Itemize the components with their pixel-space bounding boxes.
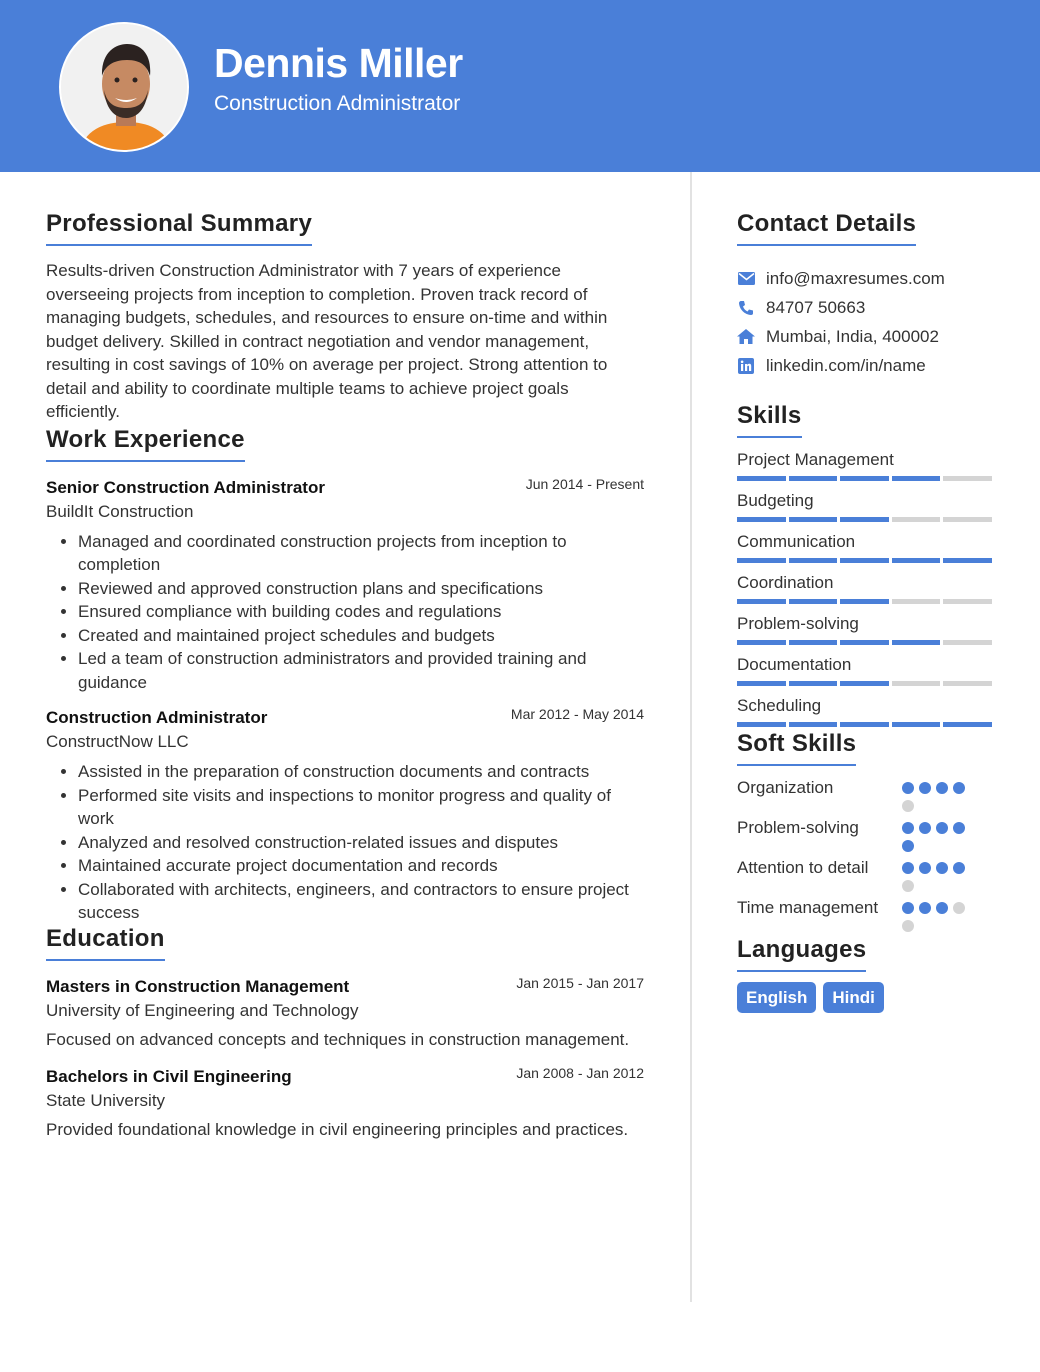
experience-section: [46, 426, 646, 462]
skill-level-bar: [737, 681, 997, 686]
degree-title: Bachelors in Civil Engineering: [46, 1067, 292, 1086]
contact-item[interactable]: [737, 322, 997, 351]
right-column: [737, 210, 997, 1013]
skill-item: [737, 571, 997, 604]
rating-dot: [936, 782, 948, 794]
education-list: [46, 975, 646, 1142]
job-bullet: • Collaborated with architects, engineers, and contractors to ensure project success: [78, 878, 646, 925]
soft-skill-item: [737, 896, 997, 932]
soft-skills-heading: Soft Skills: [737, 730, 856, 766]
job-bullet: • Led a team of construction administrators and provided training and guidance: [78, 647, 646, 694]
contact-item[interactable]: [737, 264, 997, 293]
job-bullet: • Managed and coordinated construction projects from inception to completion: [78, 530, 646, 577]
soft-skill-name: Time management: [737, 898, 879, 917]
job-bullet: • Maintained accurate project documentation and records: [78, 854, 646, 878]
job-bullet: • Performed site visits and inspections to monitor progress and quality of work: [78, 784, 646, 831]
skill-level-bar: [737, 640, 997, 645]
rating-dot: [936, 902, 948, 914]
skill-level-segment: [840, 476, 889, 481]
rating-dot: [902, 880, 914, 892]
skill-level-segment: [737, 476, 786, 481]
rating-dot: [902, 822, 914, 834]
contact-list: [737, 264, 997, 380]
job-bullets: [78, 760, 646, 925]
job-bullet: • Assisted in the preparation of construction documents and contracts: [78, 760, 646, 784]
left-column: [46, 210, 646, 1156]
skill-level-segment: [943, 681, 992, 686]
contact-text: 84707 50663: [766, 297, 866, 317]
skill-level-bar: [737, 722, 997, 727]
languages-heading: Languages: [737, 936, 866, 972]
linkedin-icon: [737, 357, 755, 375]
skill-level-segment: [737, 640, 786, 645]
skill-name: Documentation: [737, 655, 852, 674]
education-entry: [46, 975, 646, 1052]
soft-skill-rating: [902, 856, 977, 892]
job-bullet: • Ensured compliance with building codes and regulations: [78, 600, 646, 624]
contact-heading: Contact Details: [737, 210, 916, 246]
skill-item: [737, 530, 997, 563]
header-banner: [0, 0, 1040, 172]
languages-section: [737, 936, 997, 972]
job-entry: [46, 706, 646, 925]
degree-title: Masters in Construction Management: [46, 976, 350, 996]
skill-level-segment: [892, 476, 941, 481]
skill-level-segment: [892, 558, 941, 563]
skill-level-segment: [840, 722, 889, 727]
job-bullet: • Created and maintained project schedules and budgets: [78, 624, 646, 648]
skill-level-segment: [943, 722, 992, 727]
skills-heading: Skills: [737, 402, 802, 438]
rating-dot: [953, 862, 965, 874]
candidate-name: Dennis Miller: [214, 40, 463, 86]
skill-level-segment: [892, 722, 941, 727]
rating-dot: [902, 840, 914, 852]
rating-dot: [902, 902, 914, 914]
skill-level-segment: [892, 640, 941, 645]
rating-dot: [919, 782, 931, 794]
school-name: State University: [46, 1091, 166, 1110]
skill-level-segment: [789, 558, 838, 563]
soft-skill-name: Organization: [737, 778, 834, 797]
rating-dot: [936, 822, 948, 834]
skill-level-segment: [840, 640, 889, 645]
skill-name: Problem-solving: [737, 614, 859, 633]
column-divider: [690, 172, 692, 1302]
skill-level-segment: [943, 640, 992, 645]
job-title: Senior Construction Administrator: [46, 477, 325, 497]
job-bullet: • Reviewed and approved construction plans and specifications: [78, 577, 646, 601]
skill-level-segment: [737, 681, 786, 686]
language-badge: Hindi: [823, 982, 884, 1013]
soft-skill-item: [737, 816, 997, 852]
education-section: [46, 925, 646, 961]
skill-name: Communication: [737, 532, 856, 551]
education-heading: Education: [46, 925, 165, 961]
skill-level-segment: [840, 681, 889, 686]
skill-name: Budgeting: [737, 491, 814, 510]
soft-skill-name: Attention to detail: [737, 858, 869, 877]
contact-text: linkedin.com/in/name: [766, 355, 926, 375]
contact-item[interactable]: [737, 351, 997, 380]
skill-level-segment: [840, 517, 889, 522]
profile-photo: [61, 24, 189, 152]
rating-dot: [919, 862, 931, 874]
summary-text: Results-driven Construction Administrator with 7 years of experience overseeing projects from inception to completion. Proven track record of managing budgets, schedules, and resources to ensure on-time and within budget delivery. Skilled in contract negotiation and vendor management, resulting in cost savings of 10% on average per project. Strong attention to detail and ability to coordinate multiple teams to achieve project goals efficiently.: [46, 261, 608, 421]
soft-skill-rating: [902, 816, 977, 852]
home-icon: [737, 328, 755, 346]
skill-level-segment: [789, 476, 838, 481]
skill-name: Project Management: [737, 450, 894, 469]
skill-item: [737, 489, 997, 522]
soft-skill-rating: [902, 776, 977, 812]
rating-dot: [902, 800, 914, 812]
skill-level-segment: [737, 722, 786, 727]
avatar: [59, 22, 189, 152]
skill-level-segment: [737, 599, 786, 604]
job-bullet: • Analyzed and resolved construction-related issues and disputes: [78, 831, 646, 855]
rating-dot: [936, 862, 948, 874]
skill-level-segment: [892, 599, 941, 604]
experience-heading: Work Experience: [46, 426, 245, 462]
language-badge: English: [737, 982, 816, 1013]
skill-level-segment: [943, 517, 992, 522]
skill-item: [737, 694, 997, 727]
rating-dot: [902, 862, 914, 874]
skills-section: [737, 402, 997, 438]
soft-skills-list: [737, 776, 997, 932]
skill-level-bar: [737, 476, 997, 481]
education-date: Jan 2008 - Jan 2012: [516, 1065, 644, 1081]
skill-level-segment: [892, 517, 941, 522]
skill-level-segment: [789, 599, 838, 604]
soft-skill-item: [737, 776, 997, 812]
job-date: Jun 2014 - Present: [525, 475, 644, 492]
job-company: BuildIt Construction: [46, 501, 194, 521]
skill-item: [737, 653, 997, 686]
contact-section: [737, 210, 997, 246]
skill-level-segment: [943, 599, 992, 604]
soft-skill-rating: [902, 896, 977, 932]
skill-level-segment: [789, 681, 838, 686]
skill-level-segment: [840, 599, 889, 604]
rating-dot: [919, 902, 931, 914]
skill-level-segment: [892, 681, 941, 686]
skill-level-segment: [789, 640, 838, 645]
soft-skill-name: Problem-solving: [737, 818, 859, 837]
skill-name: Scheduling: [737, 696, 822, 715]
skill-level-segment: [943, 476, 992, 481]
skill-item: [737, 448, 997, 481]
skills-list: [737, 448, 997, 727]
candidate-title: Construction Administrator: [214, 92, 461, 115]
education-entry: [46, 1065, 646, 1142]
envelope-icon: [737, 270, 755, 288]
rating-dot: [953, 782, 965, 794]
contact-item[interactable]: [737, 293, 997, 322]
skill-level-segment: [737, 517, 786, 522]
education-description: Provided foundational knowledge in civil engineering principles and practices.: [46, 1120, 629, 1139]
soft-skills-section: [737, 730, 997, 766]
rating-dot: [953, 822, 965, 834]
phone-icon: [737, 299, 755, 317]
job-company: ConstructNow LLC: [46, 732, 189, 751]
job-entry: [46, 476, 646, 695]
summary-heading: Professional Summary: [46, 210, 312, 246]
rating-dot: [953, 902, 965, 914]
skill-level-segment: [737, 558, 786, 563]
job-list: [46, 476, 646, 925]
rating-dot: [902, 920, 914, 932]
rating-dot: [919, 822, 931, 834]
summary-section: [46, 210, 646, 246]
rating-dot: [902, 782, 914, 794]
skill-level-bar: [737, 599, 997, 604]
skill-name: Coordination: [737, 573, 834, 592]
skill-level-segment: [943, 558, 992, 563]
job-bullets: [78, 530, 646, 695]
skill-item: [737, 612, 997, 645]
skill-level-bar: [737, 517, 997, 522]
skill-level-segment: [789, 517, 838, 522]
job-title: Construction Administrator: [46, 708, 268, 727]
contact-text: Mumbai, India, 400002: [766, 326, 939, 346]
education-description: Focused on advanced concepts and techniques in construction management.: [46, 1029, 630, 1049]
language-list: [737, 982, 997, 1013]
skill-level-segment: [840, 558, 889, 563]
skill-level-segment: [789, 722, 838, 727]
soft-skill-item: [737, 856, 997, 892]
job-date: Mar 2012 - May 2014: [510, 706, 644, 722]
skill-level-bar: [737, 558, 997, 563]
contact-text: info@maxresumes.com: [766, 268, 945, 288]
school-name: University of Engineering and Technology: [46, 1000, 359, 1020]
education-date: Jan 2015 - Jan 2017: [516, 974, 644, 991]
